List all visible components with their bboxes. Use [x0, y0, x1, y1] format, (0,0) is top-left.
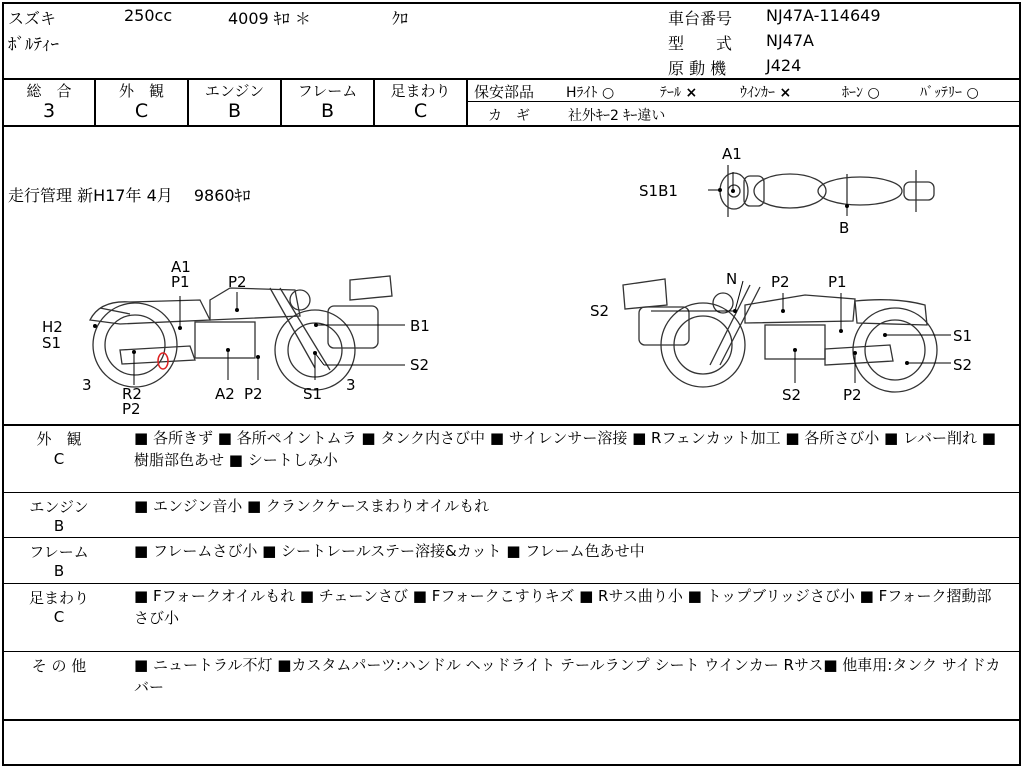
- grade-total-label: 総 合: [26, 82, 72, 100]
- label-left-p1: P1: [171, 273, 190, 291]
- label-left-a1: A1: [171, 258, 191, 276]
- status-mark: ○: [966, 85, 979, 101]
- label-right-s2-lower: S2: [782, 386, 802, 404]
- safety-label: 保安部品: [474, 83, 535, 101]
- note-other-text: ■ ニュートラル不灯 ■カスタムパーツ:ハンドル ヘッドライト テールランプ シート ウインカー Rサス■ 他車用:タンク サイドカバー: [134, 656, 1001, 696]
- label-top-b: B: [839, 219, 850, 237]
- notes-divider: [2, 492, 1021, 493]
- displacement: 250cc: [124, 6, 173, 25]
- safety-item-headlight: Hﾗｲﾄ ○: [566, 85, 615, 101]
- mileage-management: 走行管理 新H17年 4月 9860ｷﾛ: [8, 186, 251, 205]
- note-engine-category: エンジン: [29, 498, 89, 516]
- type-value: NJ47A: [766, 31, 814, 50]
- safety-item-horn: ﾎｰﾝ ○: [842, 85, 880, 101]
- label-right-p2: P2: [771, 273, 790, 291]
- grade-divider: [466, 78, 468, 126]
- label-left-s1-lower: S1: [303, 385, 323, 403]
- type-label: 型 式: [668, 34, 733, 53]
- note-suspension-text: ■ Fフォークオイルもれ ■ チェーンさび ■ Fフォークこすりキズ ■ Rサス曲り小 ■ トップブリッジさび小 ■ Fフォーク摺動部さび小: [134, 587, 992, 627]
- grade-appearance-value: C: [134, 100, 149, 122]
- label-left-p2-bottom: P2: [122, 400, 141, 418]
- note-other-category: そ の 他: [31, 657, 87, 675]
- safety-item-battery: ﾊﾞｯﾃﾘｰ ○: [920, 85, 979, 101]
- engine-label: 原 動 機: [668, 59, 727, 78]
- label-right-s2: S2: [590, 302, 610, 320]
- note-frame-text: ■ フレームさび小 ■ シートレールステー溶接&カット ■ フレーム色あせ中: [134, 542, 645, 560]
- status-mark: ○: [601, 85, 615, 101]
- label-left-p2: P2: [228, 273, 247, 291]
- grade-frame-value: B: [320, 100, 335, 122]
- note-frame-grade: B: [53, 562, 65, 580]
- notes-divider: [2, 583, 1021, 584]
- notes-divider: [2, 537, 1021, 538]
- grade-total-value: 3: [42, 100, 56, 122]
- status-mark: ○: [867, 85, 880, 101]
- frame-no-label: 車台番号: [668, 9, 733, 28]
- key-label: カ ギ: [488, 108, 530, 124]
- engine-value: J424: [766, 56, 802, 75]
- label-left-r2: R2: [122, 385, 142, 403]
- color: ｸﾛ: [392, 9, 409, 28]
- label-left-s2: S2: [410, 356, 430, 374]
- label-right-p1: P1: [828, 273, 847, 291]
- notes-bottom-line: [2, 719, 1021, 721]
- grade-frame-label: フレーム: [297, 82, 358, 100]
- label-right-n: N: [726, 270, 738, 288]
- safety-item-tail: ﾃｰﾙ ×: [660, 85, 698, 101]
- key-value: 社外ｷｰ2 ｷｰ違い: [568, 108, 666, 124]
- label-right-p2-lower: P2: [843, 386, 862, 404]
- label-left-s1: S1: [42, 334, 62, 352]
- grade-engine-label: エンジン: [204, 82, 265, 100]
- label-left-h2: H2: [42, 318, 63, 336]
- grade-row-bottom-line: [2, 125, 1021, 127]
- safety-item-winker: ｳｲﾝｶｰ ×: [740, 85, 792, 101]
- label-left-p2-lower: P2: [244, 385, 263, 403]
- label-left-b1: B1: [410, 317, 430, 335]
- grade-suspension-value: C: [413, 100, 428, 122]
- grade-suspension-label: 足まわり: [390, 82, 451, 100]
- label-left-3a: 3: [82, 376, 92, 394]
- note-appearance-text: ■ 各所きず ■ 各所ペイントムラ ■ タンク内さび中 ■ サイレンサー溶接 ■ Rフェンカット加工 ■ 各所さび小 ■ レバー削れ ■ 樹脂部色あせ ■ シートしみ小: [134, 429, 996, 469]
- maker: スズキ: [8, 9, 57, 28]
- note-suspension-category: 足まわり: [28, 589, 89, 607]
- grade-engine-value: B: [227, 100, 242, 122]
- frame-no: NJ47A-114649: [766, 6, 881, 25]
- note-engine-text: ■ エンジン音小 ■ クランクケースまわりオイルもれ: [134, 497, 490, 515]
- label-right-s2-rear: S2: [953, 356, 973, 374]
- status-mark: ×: [685, 85, 698, 101]
- status-mark: ×: [779, 85, 792, 101]
- note-engine-grade: B: [53, 517, 65, 535]
- label-right-s1: S1: [953, 327, 973, 345]
- grade-appearance-label: 外 観: [118, 82, 164, 100]
- mileage: 4009 ｷﾛ ＊: [228, 9, 311, 28]
- note-frame-category: フレーム: [29, 543, 89, 561]
- model-name: ﾎﾞﾙﾃｨｰ: [8, 35, 59, 55]
- label-left-a2: A2: [215, 385, 235, 403]
- label-top-a1: A1: [722, 145, 742, 163]
- label-top-s1b1: S1B1: [639, 182, 678, 200]
- label-left-3b: 3: [346, 376, 356, 394]
- note-appearance-category: 外 観: [36, 430, 82, 448]
- note-appearance-grade: C: [53, 450, 65, 468]
- notes-top-line: [2, 424, 1021, 426]
- note-suspension-grade: C: [53, 608, 65, 626]
- notes-divider: [2, 651, 1021, 652]
